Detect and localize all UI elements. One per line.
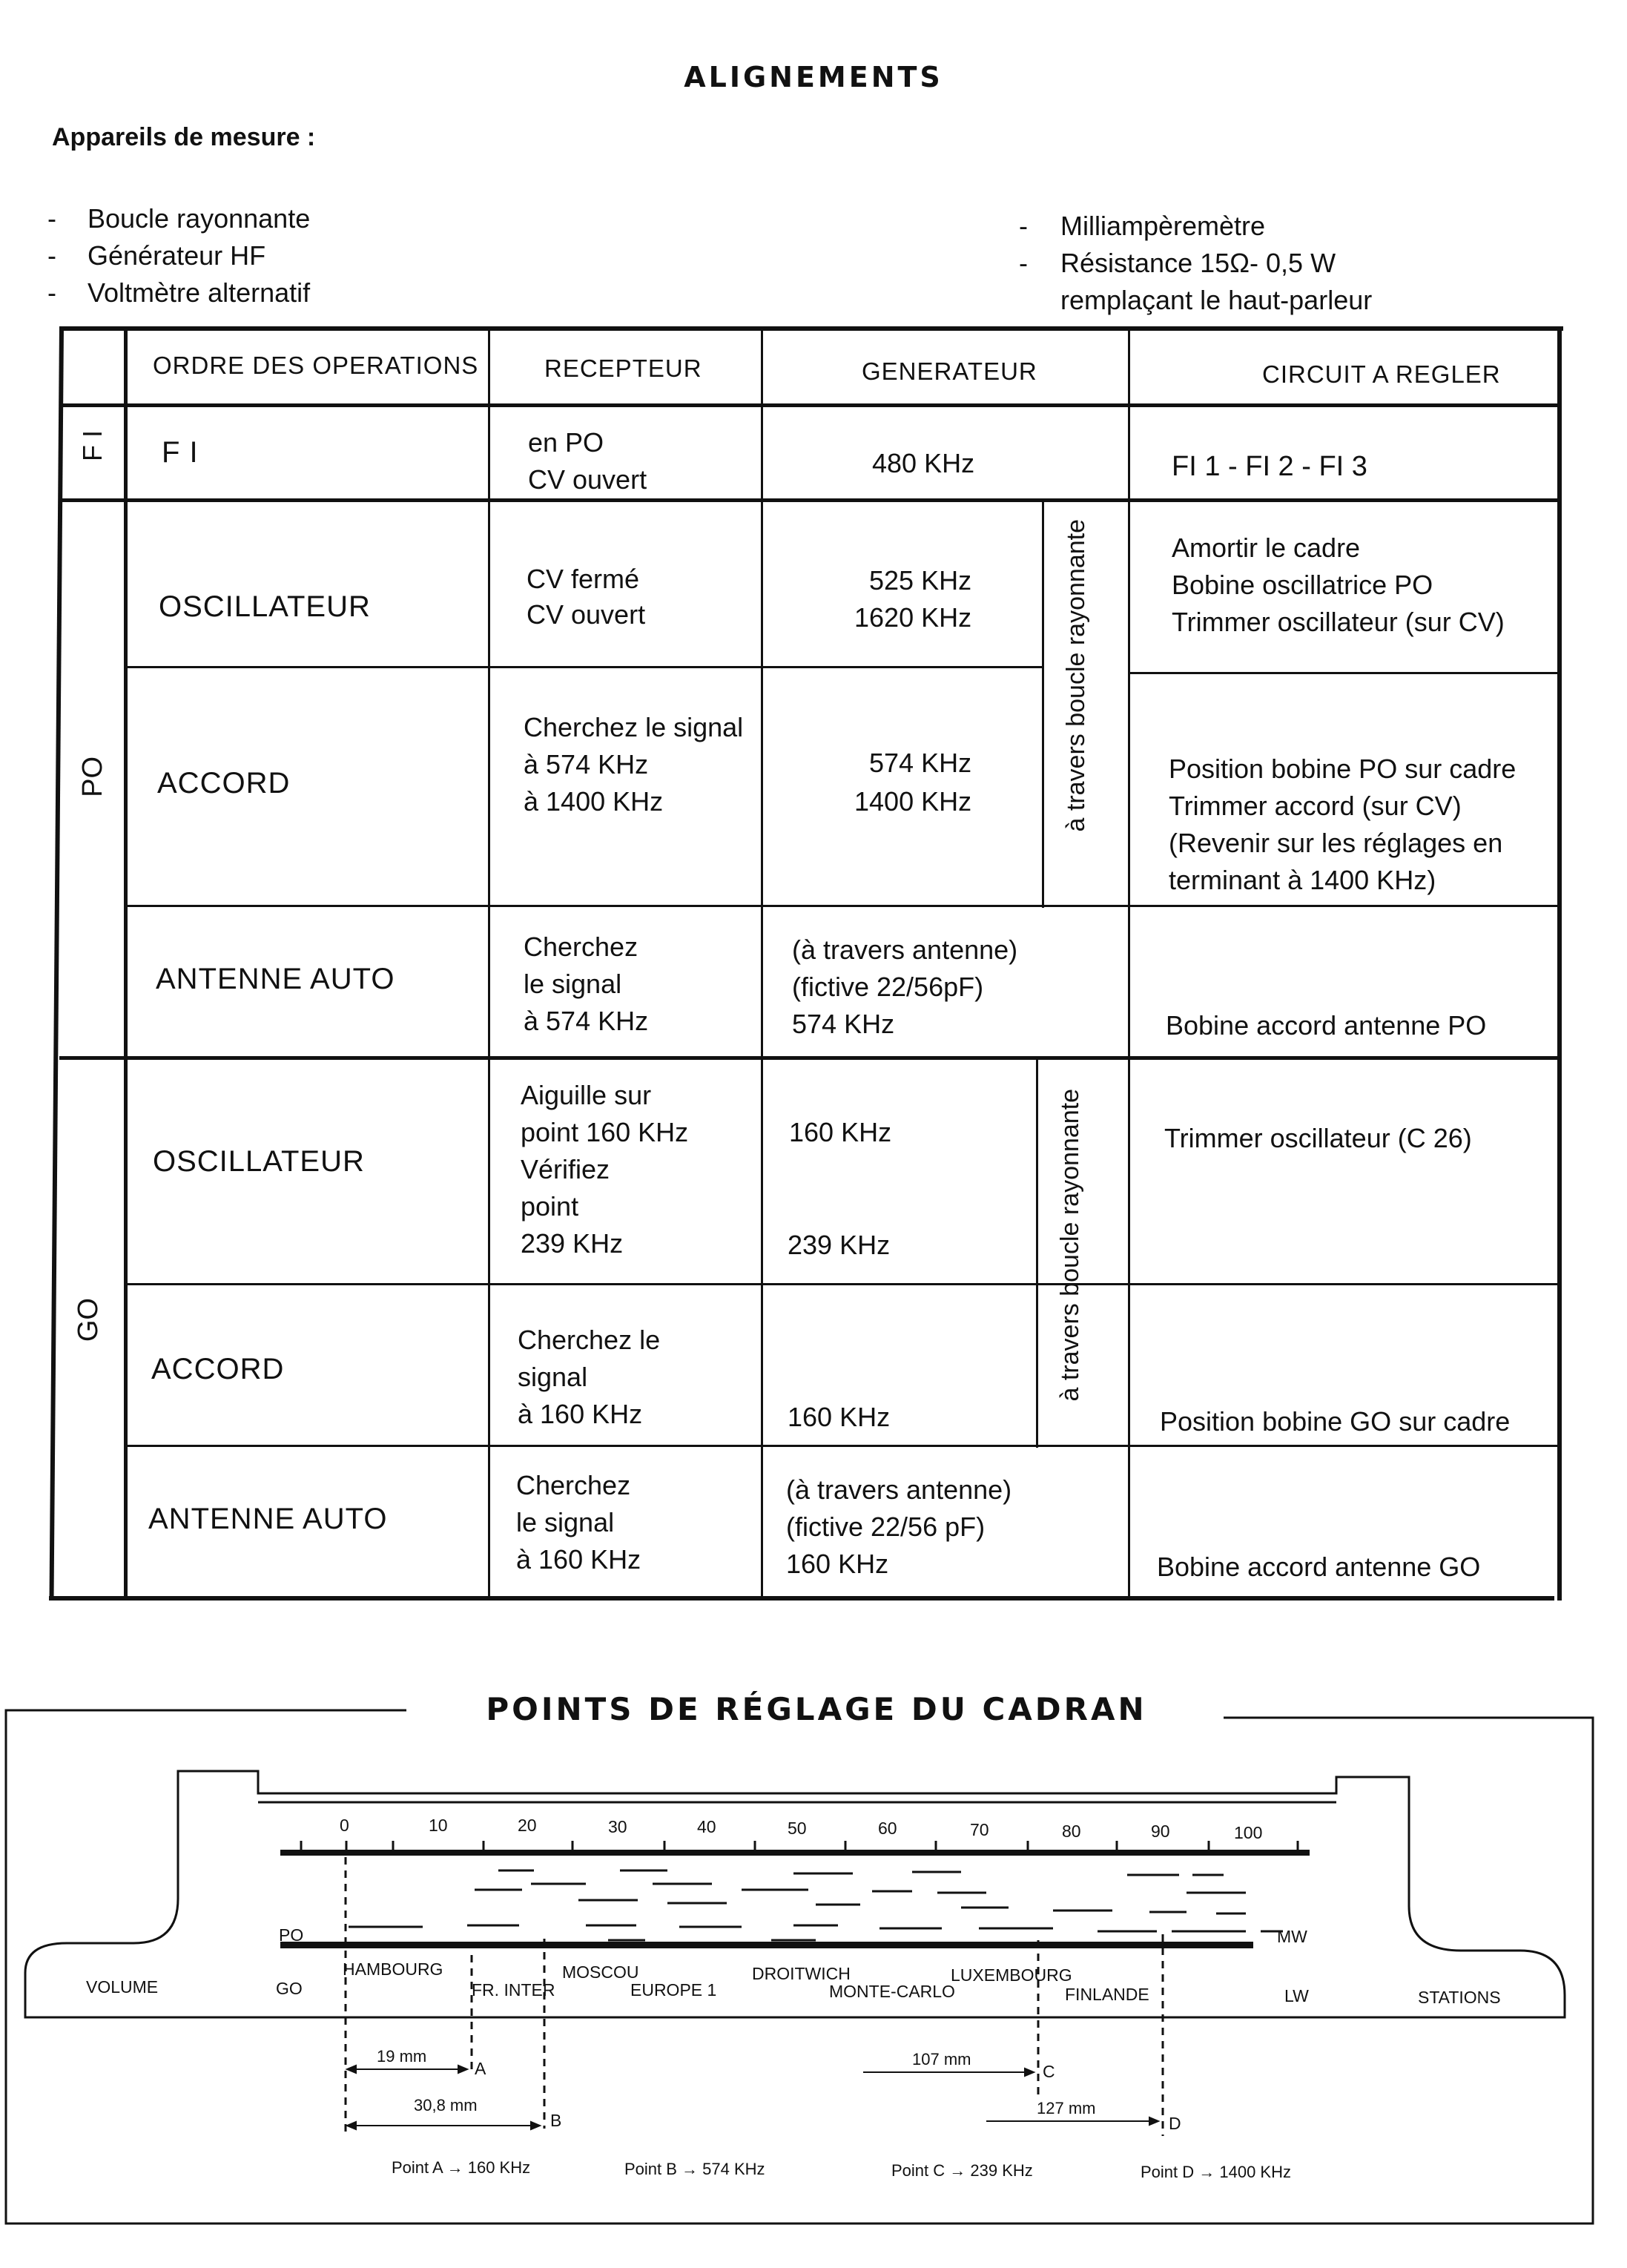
cell-generateur: 160 KHz [786,1549,889,1579]
section-label-po: PO [77,756,108,797]
list-dash: - [1019,211,1028,241]
scale-label: 80 [1062,1822,1081,1841]
cell-recepteur: en PO [528,427,604,458]
arrowhead [347,2066,356,2073]
band-bar [280,1942,1253,1948]
measure-label: 107 mm [912,2050,971,2068]
cell-operation: OSCILLATEUR [159,590,371,623]
dial-title: POINTS DE RÉGLAGE DU CADRAN [412,1691,1221,1727]
list-dash: - [47,203,56,234]
scale-label: 100 [1234,1823,1263,1842]
band-label-po: PO [279,1925,304,1945]
cell-generateur: 525 KHz [869,565,972,596]
measure-label: 30,8 mm [414,2096,478,2114]
station-name: DROITWICH [752,1964,851,1983]
cell-recepteur: Cherchez le signal [524,712,744,742]
cell-recepteur: à 574 KHz [524,749,649,779]
header-operations: ORDRE DES OPERATIONS [153,352,479,379]
cell-circuit: Bobine oscillatrice PO [1172,570,1433,600]
arrowhead [1149,2117,1158,2125]
header-generateur: GENERATEUR [862,357,1037,385]
cell-operation: F I [162,436,199,469]
cell-recepteur: point 160 KHz [521,1117,689,1147]
list-dash: - [1019,248,1028,278]
cell-recepteur: Aiguille sur [521,1080,652,1110]
cell-generateur: (à travers antenne) [786,1474,1012,1505]
list-item: Résistance 15Ω- 0,5 W [1060,248,1336,278]
cell-circuit: Position bobine GO sur cadre [1160,1406,1511,1437]
station-name: HAMBOURG [343,1959,443,1979]
cell-generateur: (à travers antenne) [792,934,1018,965]
point-letter-c: C [1043,2062,1055,2081]
list-item: Voltmètre alternatif [88,277,311,308]
measure-label: 19 mm [377,2047,427,2066]
scale-bar [280,1850,1310,1856]
cell-recepteur: Cherchez le [518,1325,661,1355]
header-circuit: CIRCUIT A REGLER [1262,360,1501,388]
volume-label: VOLUME [86,1977,159,1997]
scale-label: 10 [429,1816,448,1835]
cell-generateur: 480 KHz [872,448,975,478]
scale-label: 20 [518,1816,537,1835]
scale-label: 90 [1151,1822,1170,1841]
scale-label: 30 [608,1817,627,1836]
list-item: Générateur HF [88,240,266,271]
arrowhead [531,2122,540,2129]
page-title: ALIGNEMENTS [684,61,943,93]
cell-circuit: Position bobine PO sur cadre [1169,754,1517,784]
scale-label: 40 [697,1817,716,1836]
arrowhead [347,2122,356,2129]
cell-operation: ACCORD [157,767,291,800]
list-item: Boucle rayonnante [88,203,311,234]
scale-label: 70 [970,1820,989,1839]
scale-label: 50 [788,1819,807,1838]
cell-generateur: (fictive 22/56 pF) [786,1512,986,1542]
station-name: LUXEMBOURG [951,1965,1072,1985]
point-caption: Point C → 239 KHz [891,2161,1033,2180]
cell-recepteur: à 1400 KHz [524,786,664,817]
section-label-fi: F I [77,430,108,461]
equipment-heading: Appareils de mesure : [52,123,316,151]
cell-recepteur: 239 KHz [521,1228,624,1259]
cell-recepteur: CV ouvert [528,464,647,495]
cell-circuit: FI 1 - FI 2 - FI 3 [1172,451,1367,482]
cell-generateur: 1620 KHz [854,602,972,633]
point-caption: Point B → 574 KHz [624,2160,765,2178]
arrowhead [1025,2068,1034,2076]
cell-generateur: 239 KHz [788,1230,891,1260]
cell-circuit: Trimmer oscillateur (sur CV) [1172,607,1505,637]
band-label-lw: LW [1284,1986,1309,2005]
cell-generateur: 574 KHz [869,748,972,778]
cell-recepteur: CV fermé [527,564,640,594]
point-letter-d: D [1169,2114,1181,2133]
list-item: Milliampèremètre [1060,211,1266,241]
cell-recepteur: CV ouvert [527,599,646,630]
cell-recepteur: le signal [524,969,622,999]
cell-circuit: terminant à 1400 KHz) [1169,865,1436,895]
cell-generateur: 1400 KHz [854,786,972,817]
section-label-go: GO [73,1298,104,1342]
cell-recepteur: signal [518,1362,588,1392]
scale-label: 0 [340,1816,349,1835]
cell-circuit: Bobine accord antenne GO [1157,1552,1481,1582]
point-caption: Point D → 1400 KHz [1141,2163,1291,2181]
point-caption: Point A → 160 KHz [392,2158,531,2177]
cell-circuit: Bobine accord antenne PO [1166,1010,1487,1041]
cell-recepteur: à 574 KHz [524,1006,649,1036]
station-name: FINLANDE [1065,1985,1149,2004]
band-label-mw: MW [1277,1927,1307,1946]
cell-recepteur: le signal [516,1507,615,1537]
cell-recepteur: Cherchez [516,1470,631,1500]
station-name: FR. INTER [472,1980,555,2000]
scale-label: 60 [878,1819,897,1838]
arrowhead [458,2066,467,2073]
cell-circuit: Trimmer oscillateur (C 26) [1164,1123,1472,1153]
measure-label: 127 mm [1037,2099,1096,2117]
stations-label: STATIONS [1418,1988,1501,2007]
band-label-go: GO [276,1979,303,1998]
cell-generateur: (fictive 22/56pF) [792,972,984,1002]
station-name: EUROPE 1 [630,1980,717,2000]
station-name: MONTE-CARLO [829,1982,955,2001]
cell-recepteur: à 160 KHz [516,1544,641,1575]
cell-operation: OSCILLATEUR [153,1145,365,1178]
list-item: remplaçant le haut-parleur [1060,285,1373,315]
cell-recepteur: Cherchez [524,932,638,962]
point-letter-b: B [550,2111,562,2130]
list-dash: - [47,277,56,308]
cell-recepteur: point [521,1191,579,1222]
cell-generateur: 574 KHz [792,1009,895,1039]
cell-recepteur: Vérifiez [521,1154,610,1184]
cell-generateur: 160 KHz [788,1402,891,1432]
cell-operation: ACCORD [151,1353,285,1385]
cell-operation: ANTENNE AUTO [148,1503,388,1535]
cell-recepteur: à 160 KHz [518,1399,643,1429]
header-recepteur: RECEPTEUR [544,355,702,382]
loop-note-po: à travers boucle rayonnante [1062,519,1090,832]
station-name: MOSCOU [562,1962,639,1982]
cell-operation: ANTENNE AUTO [156,963,395,995]
list-dash: - [47,240,56,271]
cell-circuit: Amortir le cadre [1172,533,1361,563]
cell-circuit: Trimmer accord (sur CV) [1169,791,1462,821]
cell-generateur: 160 KHz [789,1117,892,1147]
cell-circuit: (Revenir sur les réglages en [1169,828,1503,858]
point-letter-a: A [475,2059,486,2078]
loop-note-go: à travers boucle rayonnante [1056,1089,1084,1402]
